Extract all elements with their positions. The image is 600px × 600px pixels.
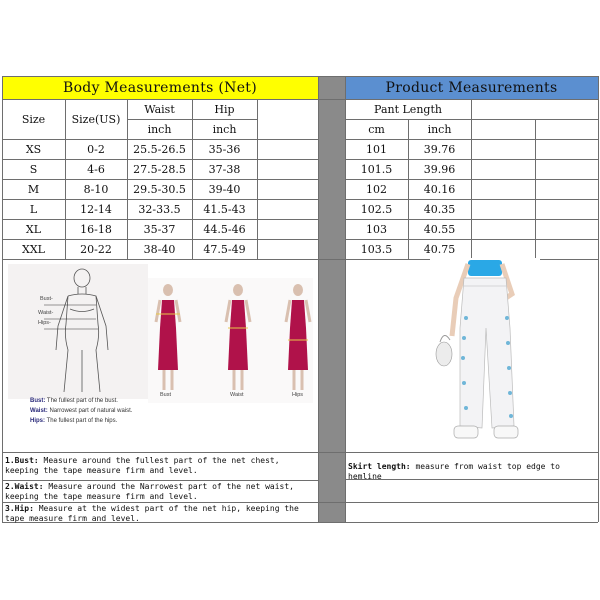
legend-bust: Bust: The fullest part of the bust. bbox=[30, 398, 118, 404]
measurement-illustration bbox=[8, 264, 313, 434]
cell-cm: 103.5 bbox=[360, 242, 393, 256]
grid-line bbox=[2, 139, 318, 140]
grid-line bbox=[408, 119, 409, 259]
cell-inch: 39.76 bbox=[423, 142, 456, 156]
cell-hip: 47.5-49 bbox=[203, 242, 246, 256]
cell-hip: 41.5-43 bbox=[203, 202, 246, 216]
cell-waist: 35-37 bbox=[143, 222, 176, 236]
grid-line bbox=[2, 452, 598, 453]
cell-cm: 102.5 bbox=[360, 202, 393, 216]
unit-waist: inch bbox=[147, 122, 172, 136]
cell-size: XXL bbox=[22, 242, 45, 256]
col-header-hip: Hip bbox=[214, 102, 235, 116]
col-header-waist: Waist bbox=[144, 102, 175, 116]
cell-inch: 40.75 bbox=[423, 242, 456, 256]
cell-inch: 40.55 bbox=[423, 222, 456, 236]
label-bust: Bust- bbox=[40, 296, 53, 302]
label-hips: Hips- bbox=[38, 320, 51, 326]
left-table-title: Body Measurements (Net) bbox=[62, 79, 257, 96]
unit-inch: inch bbox=[427, 122, 452, 136]
grid-line bbox=[257, 99, 258, 259]
legend-hips: Hips: The fullest part of the hips. bbox=[30, 418, 118, 424]
cell-cm: 102 bbox=[366, 182, 387, 196]
grid-line bbox=[318, 76, 319, 522]
cell-inch: 40.16 bbox=[423, 182, 456, 196]
cell-inch: 39.96 bbox=[423, 162, 456, 176]
cell-size-us: 12-14 bbox=[80, 202, 112, 216]
grid-line bbox=[2, 76, 598, 77]
col-header-size: Size bbox=[21, 112, 46, 126]
col-header-pant-length: Pant Length bbox=[374, 102, 442, 116]
cell-size-us: 20-22 bbox=[80, 242, 112, 256]
grid-line bbox=[345, 479, 598, 480]
cell-size-us: 8-10 bbox=[83, 182, 109, 196]
cell-cm: 101 bbox=[366, 142, 387, 156]
grid-line bbox=[2, 99, 598, 100]
caption-waist: Waist bbox=[230, 392, 244, 398]
divider-column bbox=[318, 76, 345, 522]
caption-hips: Hips bbox=[292, 392, 304, 398]
note-bust: 1.Bust: Measure around the fullest part of the net chest, keeping the tape measure firm and level. bbox=[5, 456, 280, 475]
grid-line bbox=[471, 99, 472, 259]
cell-size-us: 16-18 bbox=[80, 222, 112, 236]
cell-size: XS bbox=[25, 142, 42, 156]
caption-bust: Bust bbox=[160, 392, 172, 398]
grid-line bbox=[2, 179, 318, 180]
cell-hip: 35-36 bbox=[208, 142, 241, 156]
cell-waist: 29.5-30.5 bbox=[133, 182, 186, 196]
label-waist: Waist- bbox=[38, 310, 54, 316]
cell-waist: 32-33.5 bbox=[138, 202, 181, 216]
grid-line bbox=[127, 99, 128, 259]
cell-size: L bbox=[29, 202, 38, 216]
cell-size: XL bbox=[25, 222, 42, 236]
unit-cm: cm bbox=[368, 122, 385, 136]
cell-inch: 40.35 bbox=[423, 202, 456, 216]
cell-hip: 44.5-46 bbox=[203, 222, 246, 236]
note-hip: 3.Hip: Measure at the widest part of the net hip, keeping the tape measure firm and level. bbox=[5, 504, 299, 523]
grid-line bbox=[2, 159, 318, 160]
note-skirt-length: Skirt length: measure from waist top edge to hemline bbox=[348, 462, 560, 481]
cell-waist: 27.5-28.5 bbox=[133, 162, 186, 176]
grid-line bbox=[598, 76, 599, 522]
grid-line bbox=[65, 99, 66, 259]
grid-line bbox=[2, 219, 318, 220]
cell-size-us: 0-2 bbox=[87, 142, 105, 156]
grid-line bbox=[345, 76, 346, 522]
grid-line bbox=[2, 199, 318, 200]
cell-cm: 101.5 bbox=[360, 162, 393, 176]
dress-figures bbox=[148, 278, 313, 403]
cell-size-us: 4-6 bbox=[87, 162, 105, 176]
product-photo bbox=[430, 258, 540, 448]
cell-hip: 37-38 bbox=[208, 162, 241, 176]
grid-line bbox=[535, 119, 536, 259]
unit-hip: inch bbox=[212, 122, 237, 136]
cell-hip: 39-40 bbox=[208, 182, 241, 196]
grid-line bbox=[192, 99, 193, 259]
right-table-title: Product Measurements bbox=[385, 79, 558, 96]
col-header-size-us: Size(US) bbox=[71, 112, 121, 126]
grid-line bbox=[2, 239, 318, 240]
note-waist: 2.Waist: Measure around the Narrowest part of the net waist, keeping the tape measure firm and level. bbox=[5, 482, 294, 501]
cell-waist: 25.5-26.5 bbox=[133, 142, 186, 156]
cell-cm: 103 bbox=[366, 222, 387, 236]
cell-size: M bbox=[27, 182, 40, 196]
outline-body-figure bbox=[8, 264, 148, 399]
legend-waist: Waist: Narrowest part of natural waist. bbox=[30, 408, 133, 414]
cell-waist: 38-40 bbox=[143, 242, 176, 256]
cell-size: S bbox=[29, 162, 38, 176]
